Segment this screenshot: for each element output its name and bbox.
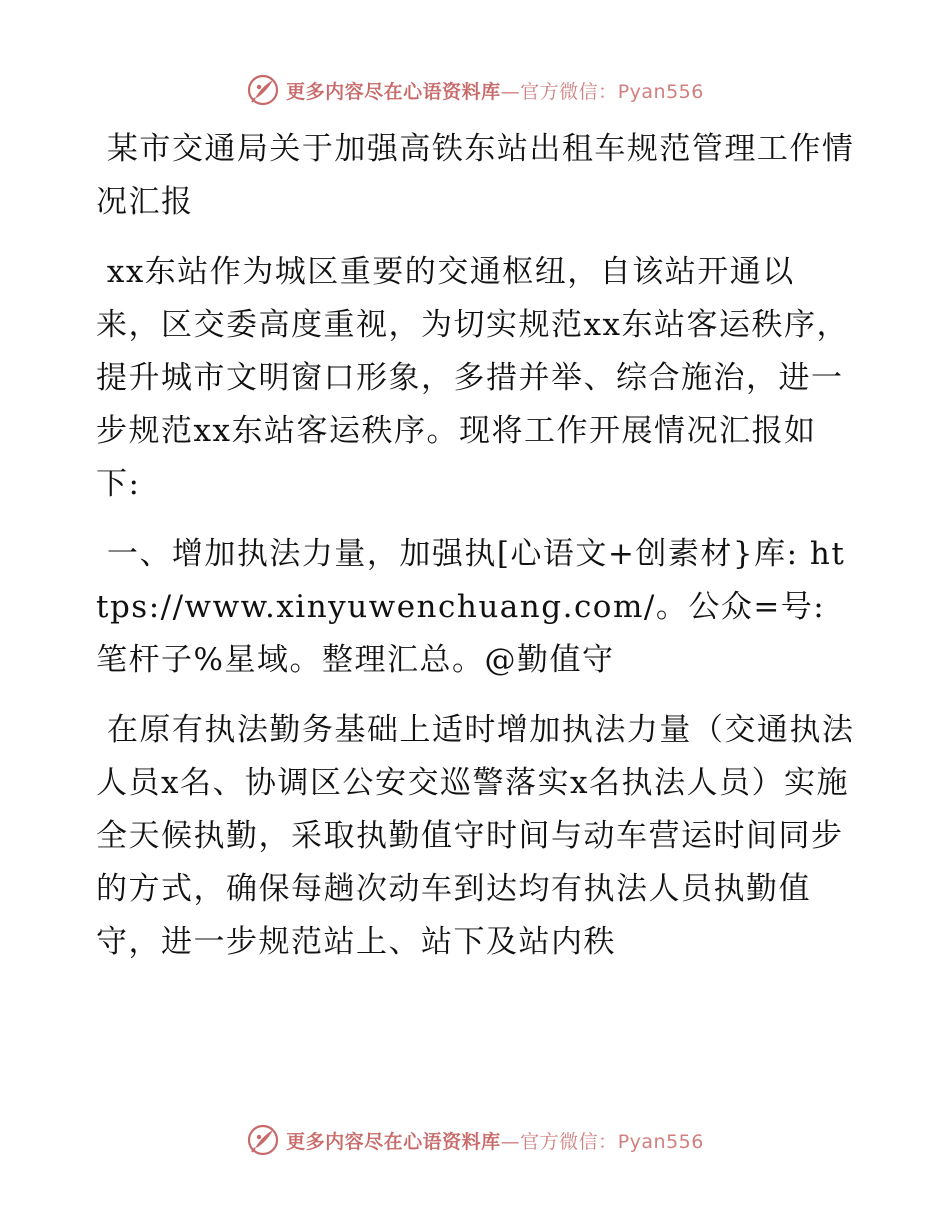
watermark-wechat-label: 官方微信： bbox=[520, 80, 618, 103]
watermark-text bbox=[286, 1127, 704, 1154]
watermark-wechat-id: Pyan556 bbox=[617, 80, 704, 103]
quill-pen-icon bbox=[246, 1123, 280, 1157]
quill-pen-icon bbox=[246, 73, 280, 107]
document-title: 某市交通局关于加强高铁东站出租车规范管理工作情况汇报 bbox=[96, 131, 855, 220]
watermark-dash: — bbox=[500, 1130, 521, 1153]
paragraph-section-one-body: 在原有执法勤务基础上适时增加执法力量（交通执法人员x名、协调区公安交巡警落实x名执法人员）实施全天候执勤，采取执勤值守时间与动车营运时间同步的方式，确保每趟次动车到达均有执法人员执勤值守，进一步规范站上、站下及站内秩 bbox=[96, 712, 855, 960]
document-body bbox=[96, 123, 856, 969]
header-watermark bbox=[0, 70, 950, 110]
watermark-text bbox=[286, 77, 704, 104]
paragraph-intro: xx东站作为城区重要的交通枢纽，自该站开通以来，区交委高度重视，为切实规范xx东站客运秩序，提升城市文明窗口形象，多措并举、综合施治，进一步规范xx东站客运秩序。现将工作开展情况汇报如下: bbox=[96, 254, 849, 502]
footer-watermark bbox=[0, 1120, 950, 1160]
watermark-wechat-id: Pyan556 bbox=[617, 1130, 704, 1153]
watermark-wechat-label: 官方微信： bbox=[520, 1130, 618, 1153]
watermark-site-text: 更多内容尽在心语资料库 bbox=[286, 1130, 501, 1153]
paragraph-section-one-heading: 一、增加执法力量，加强执[心语文+创素材}库: https://www.xinyuwenchuang.com/。公众=号: 笔杆子%星域。整理汇总。@勤值守 bbox=[96, 536, 846, 678]
watermark-site-text: 更多内容尽在心语资料库 bbox=[286, 80, 501, 103]
watermark-dash: — bbox=[500, 80, 521, 103]
